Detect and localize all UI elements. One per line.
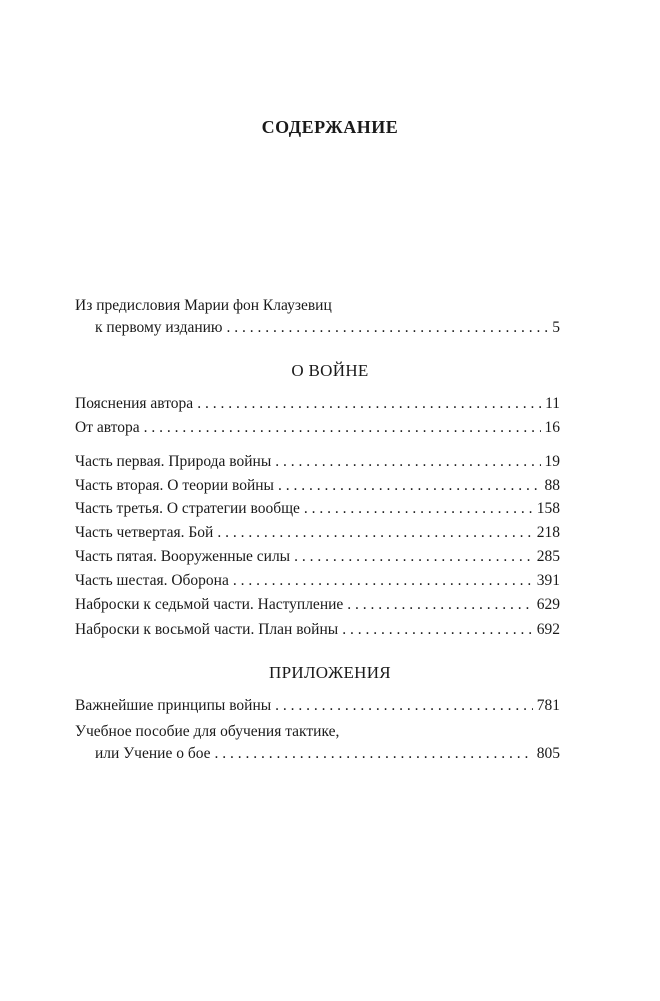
preface-entry-line1: Из предисловия Марии фон Клаузевиц bbox=[75, 297, 332, 314]
toc-page-number: 629 bbox=[536, 596, 560, 613]
toc-entry[interactable] bbox=[75, 394, 560, 414]
dot-leader bbox=[227, 318, 549, 338]
toc-page-number: 692 bbox=[536, 621, 560, 638]
section-heading-prilozheniya: ПРИЛОЖЕНИЯ bbox=[269, 663, 391, 682]
toc-entry-line1: Учебное пособие для обучения тактике, bbox=[75, 723, 340, 740]
toc-entry-label: к первому изданию bbox=[95, 319, 223, 336]
toc-entry[interactable] bbox=[75, 418, 560, 438]
toc-entry-label: или Учение о бое bbox=[95, 745, 211, 762]
toc-entry[interactable] bbox=[75, 452, 560, 472]
dot-leader bbox=[304, 499, 533, 519]
toc-entry-label: Наброски к седьмой части. Наступление bbox=[75, 596, 344, 613]
section-heading-o-voyne: О ВОЙНЕ bbox=[291, 361, 369, 380]
toc-entry-label: Наброски к восьмой части. План войны bbox=[75, 621, 339, 638]
toc-entry-label: От автора bbox=[75, 419, 140, 436]
dot-leader bbox=[275, 696, 533, 716]
toc-entry-label: Пояснения автора bbox=[75, 395, 194, 412]
toc-entry[interactable] bbox=[75, 595, 560, 615]
toc-page-number: 158 bbox=[536, 500, 560, 517]
toc-entry-label: Часть четвертая. Бой bbox=[75, 524, 214, 541]
page-title: СОДЕРЖАНИЕ bbox=[261, 117, 399, 137]
toc-page-number: 218 bbox=[536, 524, 560, 541]
toc-page-number: 19 bbox=[544, 453, 560, 470]
toc-entry[interactable] bbox=[75, 696, 560, 716]
toc-entry[interactable] bbox=[75, 476, 560, 496]
toc-page-number: 285 bbox=[536, 548, 560, 565]
toc-page-number: 391 bbox=[536, 572, 560, 589]
toc-entry-label: Часть первая. Природа войны bbox=[75, 453, 272, 470]
dot-leader bbox=[217, 523, 532, 543]
toc-page-number: 11 bbox=[545, 395, 560, 412]
dot-leader bbox=[347, 595, 532, 615]
dot-leader bbox=[342, 620, 533, 640]
toc-entry[interactable] bbox=[75, 571, 560, 591]
dot-leader bbox=[275, 452, 540, 472]
toc-entry-label: Важнейшие принципы войны bbox=[75, 697, 272, 714]
toc-page-number: 781 bbox=[536, 697, 560, 714]
dot-leader bbox=[197, 394, 541, 414]
dot-leader bbox=[294, 547, 533, 567]
dot-leader bbox=[233, 571, 533, 591]
toc-entry[interactable] bbox=[75, 620, 560, 640]
toc-entry-label: Часть пятая. Вооруженные силы bbox=[75, 548, 291, 565]
toc-entry[interactable] bbox=[75, 499, 560, 519]
toc-page-number: 805 bbox=[536, 745, 560, 762]
toc-entry-label: Часть шестая. Оборона bbox=[75, 572, 229, 589]
dot-leader bbox=[278, 476, 541, 496]
toc-entry-label: Часть третья. О стратегии вообще bbox=[75, 500, 300, 517]
preface-entry[interactable] bbox=[95, 318, 560, 338]
toc-page-number: 16 bbox=[544, 419, 560, 436]
toc-entry[interactable] bbox=[75, 547, 560, 567]
toc-entry[interactable] bbox=[75, 523, 560, 543]
toc-page-number: 88 bbox=[544, 477, 560, 494]
toc-entry[interactable] bbox=[95, 744, 560, 764]
dot-leader bbox=[215, 744, 533, 764]
dot-leader bbox=[144, 418, 541, 438]
toc-entry-label: Часть вторая. О теории войны bbox=[75, 477, 274, 494]
toc-page-number: 5 bbox=[552, 319, 560, 336]
